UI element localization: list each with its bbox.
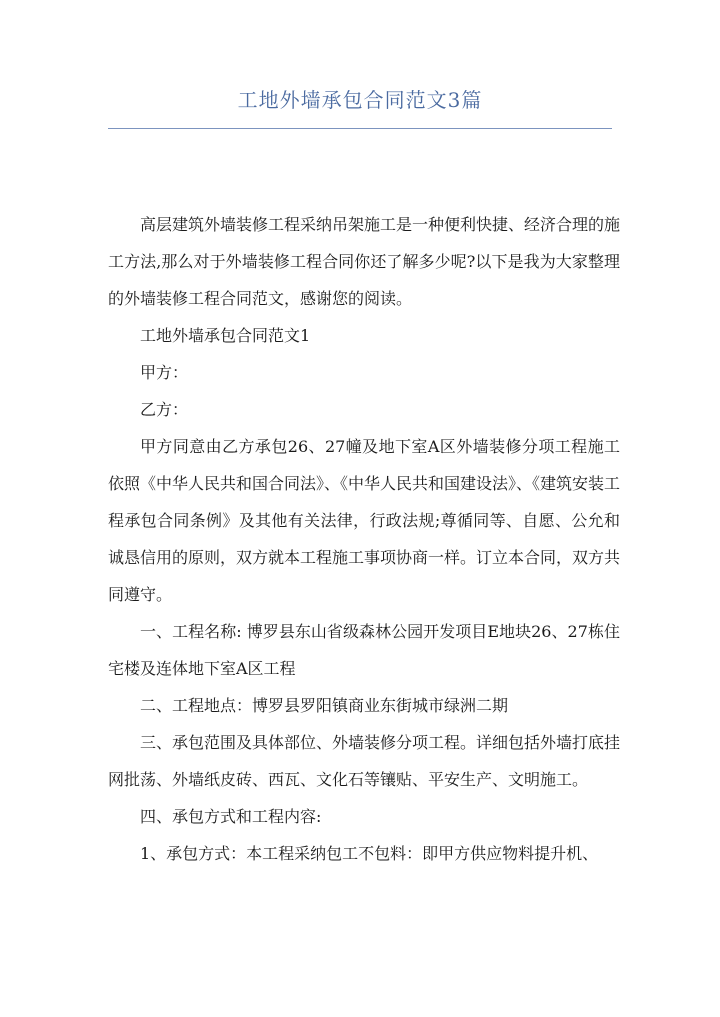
document-body [108,206,620,872]
clause-scope: 三、承包范围及具体部位、外墙装修分项工程。详细包括外墙打底挂网批荡、外墙纸皮砖、西瓦、文化石等镶贴、平安生产、文明施工。 [108,733,621,789]
clause-project-location: 二、工程地点：博罗县罗阳镇商业东街城市绿洲二期 [140,696,509,715]
section-heading: 工地外墙承包合同范文1 [140,326,311,345]
intro-paragraph: 高层建筑外墙装修工程采纳吊架施工是一种便利快捷、经济合理的施工方法,那么对于外墙装修工程合同你还了解多少呢?以下是我为大家整理的外墙装修工程合同范文，感谢您的阅读。 [108,215,621,308]
agreement-paragraph: 甲方同意由乙方承包26、27幢及地下室A区外墙装修分项工程施工依照《中华人民共和国合同法》、《中华人民共和国建设法》、《建筑安装工程承包合同条例》及其他有关法律，行政法规;尊循同等、自愿、公允和诚恳信用的原则，双方就本工程施工事项协商一样。订立本合同，双方共同遵守。 [108,437,621,604]
clause-method-item: 1、承包方式：本工程采纳包工不包料：即甲方供应物料提升机、 [140,844,599,863]
clause-method-heading: 四、承包方式和工程内容: [140,807,322,826]
clause-project-name: 一、工程名称: 博罗县东山省级森林公园开发项目E地块26、27栋住宅楼及连体地下室A区工程 [108,622,620,678]
title-divider [108,128,612,129]
party-b-line: 乙方： [140,400,189,419]
party-a-line: 甲方： [140,363,189,382]
document-title: 工地外墙承包合同范文3篇 [237,88,483,112]
